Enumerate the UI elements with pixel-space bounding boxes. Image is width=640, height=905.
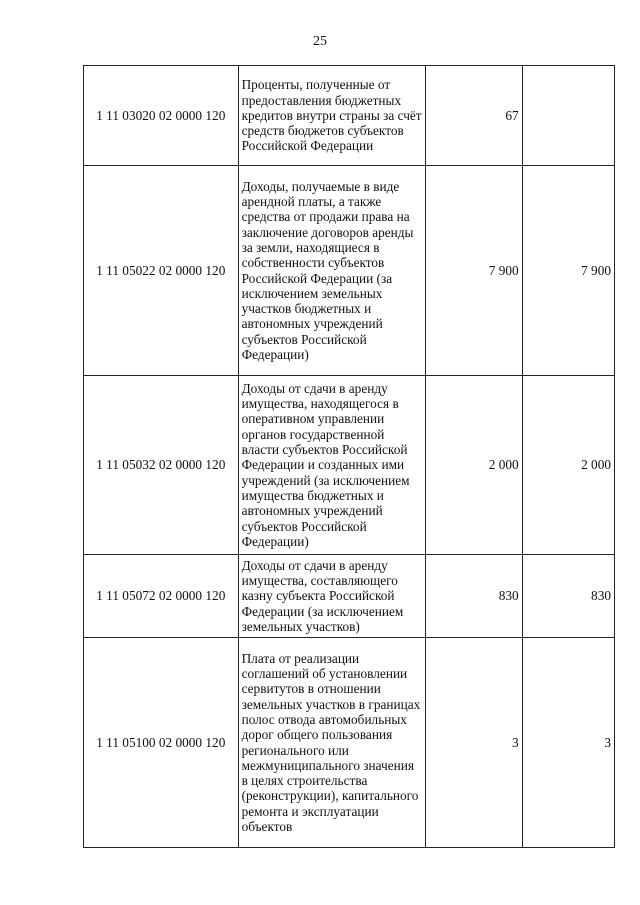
amount-cell-1: 67 [426, 66, 522, 166]
budget-code-cell: 1 11 05032 02 0000 120 [84, 376, 239, 555]
description-cell: Плата от реализации соглашений об установлении сервитутов в отношении земельных участков в границах полос отвода автомобильных дорог общего пользования регионального или межмуниципального значения в целях строительства (реконструкции), капитального ремонта и эксплуатации объектов [238, 638, 426, 848]
amount-cell-1: 830 [426, 555, 522, 638]
page-number: 25 [313, 34, 327, 49]
amount-cell-1: 7 900 [426, 166, 522, 376]
budget-code-cell: 1 11 05022 02 0000 120 [84, 166, 239, 376]
budget-code-cell: 1 11 05072 02 0000 120 [84, 555, 239, 638]
budget-code-cell: 1 11 03020 02 0000 120 [84, 66, 239, 166]
amount-cell-2: 3 [522, 638, 614, 848]
amount-cell-1: 2 000 [426, 376, 522, 555]
description-cell: Доходы, получаемые в виде арендной платы, а также средства от продажи права на заключение договоров аренды за земли, находящиеся в собственности субъектов Российской Федерации (за исключением земельных участков бюджетных и автономных учреждений субъектов Российской Федерации) [238, 166, 426, 376]
description-cell: Доходы от сдачи в аренду имущества, находящегося в оперативном управлении органов государственной власти субъектов Российской Федерации и созданных ими учреждений (за исключением имущества бюджетных и автономных учреждений субъектов Российской Федерации) [238, 376, 426, 555]
table-row [84, 376, 615, 555]
table-row [84, 638, 615, 848]
amount-cell-2 [522, 66, 614, 166]
table-row [84, 66, 615, 166]
budget-revenue-table [83, 65, 615, 848]
amount-cell-2: 7 900 [522, 166, 614, 376]
table-row [84, 555, 615, 638]
amount-cell-1: 3 [426, 638, 522, 848]
amount-cell-2: 830 [522, 555, 614, 638]
amount-cell-2: 2 000 [522, 376, 614, 555]
table-row [84, 166, 615, 376]
description-cell: Доходы от сдачи в аренду имущества, составляющего казну субъекта Российской Федерации (за исключением земельных участков) [238, 555, 426, 638]
description-cell: Проценты, полученные от предоставления бюджетных кредитов внутри страны за счёт средств бюджетов субъектов Российской Федерации [238, 66, 426, 166]
budget-code-cell: 1 11 05100 02 0000 120 [84, 638, 239, 848]
